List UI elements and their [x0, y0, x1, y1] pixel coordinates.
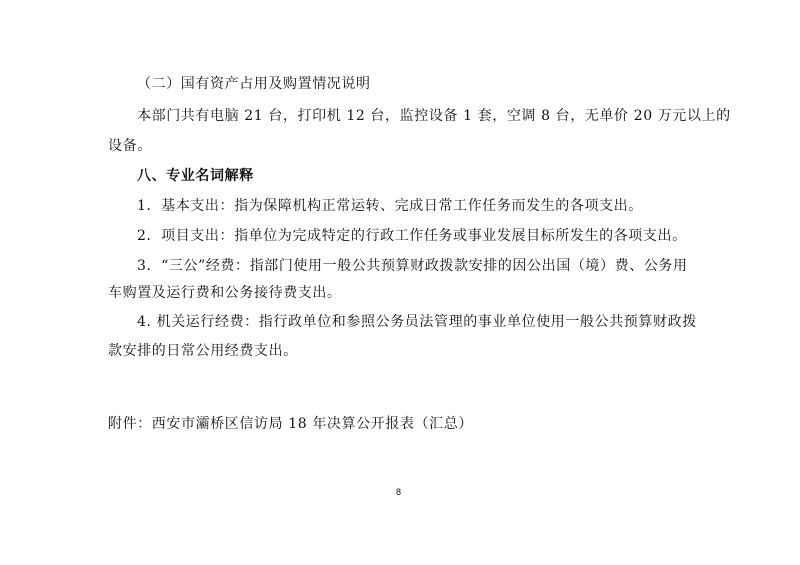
- term-operating-funds-line-1: 4. 机关运行经费：指行政单位和参照公务员法管理的事业单位使用一般公共预算财政拨: [137, 314, 697, 330]
- asset-paragraph-line-1: 本部门共有电脑 21 台，打印机 12 台，监控设备 1 套，空调 8 台，无单价 20 万元以上的: [137, 108, 731, 124]
- asset-paragraph-line-2: 设备。: [108, 138, 152, 154]
- section-eight-heading: 八、专业名词解释: [137, 168, 254, 184]
- term-operating-funds-line-2: 款安排的日常公用经费支出。: [108, 343, 298, 359]
- term-project-expenditure: 2．项目支出：指单位为完成特定的行政工作任务或事业发展目标所发生的各项支出。: [137, 228, 687, 244]
- term-three-public-line-2: 车购置及运行费和公务接待费支出。: [108, 285, 342, 301]
- page-number: 8: [396, 487, 402, 497]
- term-basic-expenditure: 1．基本支出：指为保障机构正常运转、完成日常工作任务而发生的各项支出。: [137, 198, 643, 214]
- term-three-public-line-1: 3．“三公”经费：指部门使用一般公共预算财政拨款安排的因公出国（境）费、公务用: [137, 258, 688, 274]
- attachment-note: 附件：西安市灞桥区信访局 18 年决算公开报表（汇总）: [108, 416, 473, 432]
- section-two-heading: （二）国有资产占用及购置情况说明: [137, 76, 371, 92]
